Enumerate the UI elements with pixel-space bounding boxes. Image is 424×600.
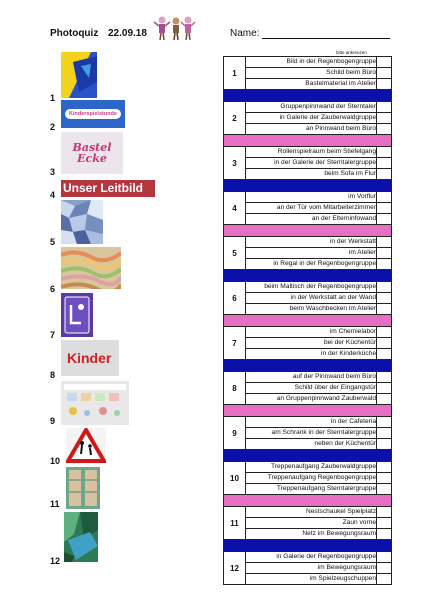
answer-option: neben der Küchentür [246, 439, 377, 450]
pink-separator-bar [224, 225, 392, 237]
answer-checkbox[interactable] [377, 102, 392, 113]
answer-option: im Atelier [246, 248, 377, 259]
blue-separator-bar [224, 360, 392, 372]
answer-option: Schild beim Büro [246, 68, 377, 79]
playground-slide-photo [64, 512, 98, 562]
answer-checkbox[interactable] [377, 428, 392, 439]
answer-row [224, 327, 392, 338]
pink-separator-bar [224, 135, 392, 147]
wall-display-photo [61, 381, 129, 425]
answer-checkbox[interactable] [377, 68, 392, 79]
separator-cell [224, 315, 392, 327]
question-number: 7 [224, 327, 246, 360]
answer-option: bei der Küchentür [246, 338, 377, 349]
children-figures-icon [152, 14, 196, 42]
answer-option: Rollenspielraum beim Stiefelgang [246, 147, 377, 158]
name-field[interactable] [262, 38, 390, 39]
answer-checkbox[interactable] [377, 552, 392, 563]
blue-separator-bar [224, 90, 392, 102]
picture-number: 12 [50, 556, 61, 566]
answer-checkbox[interactable] [377, 237, 392, 248]
answer-row [224, 282, 392, 293]
answer-option: Netz im Bewegungsraum [246, 529, 377, 540]
answer-checkbox[interactable] [377, 192, 392, 203]
answer-option: in der Werkstatt an der Wand [246, 293, 377, 304]
quiz-table [223, 56, 392, 585]
answer-row [224, 428, 392, 439]
question-number: 6 [224, 282, 246, 315]
separator-cell [224, 135, 392, 147]
answer-option: im Chemielabor [246, 327, 377, 338]
answer-row [224, 293, 392, 304]
answer-checkbox[interactable] [377, 327, 392, 338]
answer-row [224, 237, 392, 248]
question-number: 2 [224, 102, 246, 135]
answer-checkbox[interactable] [377, 113, 392, 124]
blue-separator-bar [224, 270, 392, 282]
answer-checkbox[interactable] [377, 147, 392, 158]
separator-cell [224, 450, 392, 462]
sign-text: Kinder [67, 350, 112, 366]
question-number: 3 [224, 147, 246, 180]
pink-separator-bar [224, 495, 392, 507]
picture-number: 1 [50, 93, 56, 103]
answer-option: beim Maltisch der Regenbogengruppe [246, 282, 377, 293]
answer-row [224, 124, 392, 135]
kinder-sign-photo [61, 340, 119, 376]
picture-number: 11 [50, 499, 60, 509]
picture-number: 8 [50, 370, 56, 380]
answer-row [224, 473, 392, 484]
answer-option: Treppenaufgang Sterntalergruppe [246, 484, 377, 495]
answer-option: Nestschaukel Spielplatz [246, 507, 377, 518]
name-label: Name: [230, 28, 260, 39]
purple-wc-sign-photo [61, 293, 93, 337]
blue-yellow-painting-photo [61, 52, 97, 98]
question-number: 10 [224, 462, 246, 495]
answer-option: an der Tür vom Mitarbeiterzimmer [246, 203, 377, 214]
answer-checkbox[interactable] [377, 57, 392, 68]
answer-row [224, 259, 392, 270]
question-number: 4 [224, 192, 246, 225]
children-crossing-sign-photo [66, 428, 106, 464]
answer-checkbox[interactable] [377, 372, 392, 383]
answer-row [224, 192, 392, 203]
answer-row [224, 214, 392, 225]
answer-row [224, 484, 392, 495]
answer-row [224, 147, 392, 158]
answer-checkbox[interactable] [377, 484, 392, 495]
picture-number: 7 [50, 330, 56, 340]
answer-option: an Gruppenpinnwand Zauberwald [246, 394, 377, 405]
answer-option: im Bewegungsraum [246, 563, 377, 574]
bastelecke-sign-photo [61, 132, 123, 174]
separator-cell [224, 180, 392, 192]
answer-row [224, 79, 392, 90]
question-number: 12 [224, 552, 246, 585]
crumpled-foil-photo [61, 200, 103, 244]
answer-checkbox[interactable] [377, 124, 392, 135]
answer-row [224, 113, 392, 124]
answer-checkbox[interactable] [377, 417, 392, 428]
answer-checkbox[interactable] [377, 203, 392, 214]
question-number: 9 [224, 417, 246, 450]
answer-row [224, 507, 392, 518]
answer-checkbox[interactable] [377, 574, 392, 585]
answer-row [224, 349, 392, 360]
answer-option: Bastelmaterial im Atelier [246, 79, 377, 90]
answer-row [224, 394, 392, 405]
blue-separator-bar [224, 540, 392, 552]
quiz-date: 22.09.18 [108, 28, 147, 39]
colored-wool-photo [61, 247, 121, 289]
answer-option: auf der Pinnwand beim Büro [246, 372, 377, 383]
separator-cell [224, 540, 392, 552]
answer-checkbox[interactable] [377, 439, 392, 450]
picture-number: 3 [50, 167, 56, 177]
answer-option: beim Waschbecken im Atelier [246, 304, 377, 315]
picture-number: 10 [50, 456, 61, 466]
picture-number: 2 [50, 122, 56, 132]
answer-option: im Spielzeugschuppen [246, 574, 377, 585]
separator-cell [224, 405, 392, 417]
question-number: 1 [224, 57, 246, 90]
answer-checkbox[interactable] [377, 79, 392, 90]
answer-row [224, 383, 392, 394]
picture-number: 4 [50, 190, 56, 200]
separator-cell [224, 90, 392, 102]
answer-checkbox[interactable] [377, 304, 392, 315]
answer-checkbox[interactable] [377, 462, 392, 473]
answer-checkbox[interactable] [377, 293, 392, 304]
answer-checkbox[interactable] [377, 158, 392, 169]
answer-option: Schild über der Eingangstür [246, 383, 377, 394]
answer-row [224, 248, 392, 259]
answer-row [224, 158, 392, 169]
answer-option: Zaun vorne [246, 518, 377, 529]
answer-row [224, 462, 392, 473]
answer-checkbox[interactable] [377, 518, 392, 529]
answer-checkbox[interactable] [377, 214, 392, 225]
answer-row [224, 68, 392, 79]
answer-checkbox[interactable] [377, 383, 392, 394]
answer-checkbox[interactable] [377, 282, 392, 293]
answer-row [224, 417, 392, 428]
kinderspielstunde-sign-photo [61, 100, 125, 128]
answer-option: in der Kinderküche [246, 349, 377, 360]
answer-row [224, 102, 392, 113]
answer-row [224, 518, 392, 529]
sign-text: Bastel Ecke [72, 141, 112, 165]
separator-cell [224, 270, 392, 282]
answer-checkbox[interactable] [377, 507, 392, 518]
answer-option: im Vorflur [246, 192, 377, 203]
answer-option: in Galerie der Regenbogengruppe [246, 552, 377, 563]
answer-checkbox[interactable] [377, 259, 392, 270]
picture-number: 9 [50, 416, 56, 426]
question-number: 8 [224, 372, 246, 405]
answer-row [224, 439, 392, 450]
pink-separator-bar [224, 405, 392, 417]
picture-number: 6 [50, 284, 56, 294]
answer-checkbox[interactable] [377, 529, 392, 540]
answer-option: Bild in der Regenbogengruppe [246, 57, 377, 68]
answer-row [224, 574, 392, 585]
answer-checkbox[interactable] [377, 169, 392, 180]
answer-row [224, 338, 392, 349]
answer-row [224, 372, 392, 383]
unser-leitbild-sign-photo: Unser Leitbild [61, 180, 155, 197]
answer-option: an Pinnwand beim Büro [246, 124, 377, 135]
answer-checkbox[interactable] [377, 473, 392, 484]
answer-option: in der Werkstatt [246, 237, 377, 248]
separator-cell [224, 495, 392, 507]
answer-row [224, 304, 392, 315]
picture-number: 5 [50, 237, 56, 247]
separator-cell [224, 360, 392, 372]
blue-separator-bar [224, 450, 392, 462]
answer-row [224, 203, 392, 214]
question-number: 5 [224, 237, 246, 270]
answer-option: in der Cafeteria [246, 417, 377, 428]
answer-row [224, 57, 392, 68]
answer-checkbox[interactable] [377, 338, 392, 349]
question-number: 11 [224, 507, 246, 540]
answer-option: an der Elterninfowand [246, 214, 377, 225]
answer-checkbox[interactable] [377, 563, 392, 574]
quiz-title: Photoquiz [50, 28, 99, 39]
instruction-hint: bitte ankreuzen [336, 50, 367, 55]
answer-checkbox[interactable] [377, 394, 392, 405]
answer-row [224, 169, 392, 180]
answer-row [224, 552, 392, 563]
answer-option: beim Sofa im Flur [246, 169, 377, 180]
blue-separator-bar [224, 180, 392, 192]
answer-checkbox[interactable] [377, 248, 392, 259]
answer-row [224, 529, 392, 540]
answer-option: in der Galerie der Sterntalergruppe [246, 158, 377, 169]
answer-option: in Regal in der Regenbogengruppe [246, 259, 377, 270]
answer-row [224, 563, 392, 574]
answer-option: Gruppenpinnwand der Sterntaler [246, 102, 377, 113]
answer-option: in Galerie der Zauberwaldgruppe [246, 113, 377, 124]
sign-text: Kinderspielstunde [65, 109, 121, 119]
answer-option: Treppenaufgang Regenbogengruppe [246, 473, 377, 484]
answer-option: Treppenaufgang Zauberwaldgruppe [246, 462, 377, 473]
green-shelves-photo [66, 467, 100, 509]
pink-separator-bar [224, 315, 392, 327]
answer-checkbox[interactable] [377, 349, 392, 360]
answer-option: am Schrank in der Sterntalergruppe [246, 428, 377, 439]
separator-cell [224, 225, 392, 237]
